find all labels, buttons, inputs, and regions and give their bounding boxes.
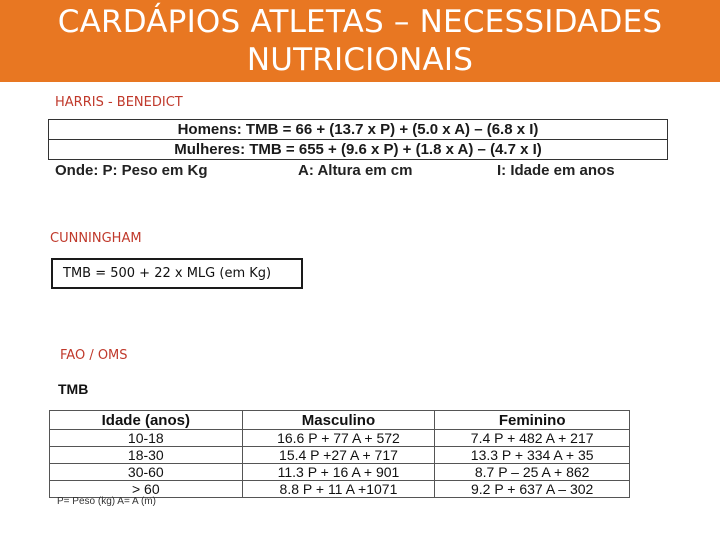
harris-benedict-formula-box — [48, 119, 668, 160]
cell-male: 16.6 P + 77 A + 572 — [242, 430, 435, 447]
cunningham-label: CUNNINGHAM — [50, 231, 142, 246]
legend-age: I: Idade em anos — [497, 162, 615, 179]
harris-benedict-label: HARRIS - BENEDICT — [55, 95, 183, 110]
table-row — [50, 464, 630, 481]
table-row — [50, 447, 630, 464]
fao-oms-label: FAO / OMS — [60, 348, 128, 363]
cell-female: 13.3 P + 334 A + 35 — [435, 447, 630, 464]
cell-age: 10-18 — [50, 430, 243, 447]
header-age: Idade (anos) — [50, 411, 243, 430]
cell-male: 8.8 P + 11 A +1071 — [242, 481, 435, 498]
cunningham-formula-box: TMB = 500 + 22 x MLG (em Kg) — [51, 258, 303, 289]
page-title-line-1: CARDÁPIOS ATLETAS – NECESSIDADES — [57, 4, 663, 40]
fao-oms-table — [49, 410, 630, 498]
table-header-row — [50, 411, 630, 430]
header-female: Feminino — [435, 411, 630, 430]
cell-female: 8.7 P – 25 A + 862 — [435, 464, 630, 481]
fao-table-note: P= Peso (kg) A= A (m) — [57, 496, 156, 507]
tmb-label: TMB — [58, 381, 89, 397]
legend-weight: Onde: P: Peso em Kg — [55, 162, 208, 179]
women-formula: Mulheres: TMB = 655 + (9.6 x P) + (1.8 x A) – (4.7 x I) — [49, 139, 667, 159]
title-banner — [0, 0, 720, 82]
cell-age: 18-30 — [50, 447, 243, 464]
table-row — [50, 430, 630, 447]
legend-height: A: Altura em cm — [298, 162, 413, 179]
page-title-line-2: NUTRICIONAIS — [246, 42, 474, 78]
cell-female: 7.4 P + 482 A + 217 — [435, 430, 630, 447]
harris-benedict-legend — [55, 162, 645, 182]
cell-male: 11.3 P + 16 A + 901 — [242, 464, 435, 481]
cell-age: 30-60 — [50, 464, 243, 481]
header-male: Masculino — [242, 411, 435, 430]
cell-female: 9.2 P + 637 A – 302 — [435, 481, 630, 498]
men-formula: Homens: TMB = 66 + (13.7 x P) + (5.0 x A) – (6.8 x I) — [177, 121, 539, 138]
cell-male: 15.4 P +27 A + 717 — [242, 447, 435, 464]
table-row — [50, 481, 630, 498]
cell-age: > 60 — [50, 481, 243, 498]
